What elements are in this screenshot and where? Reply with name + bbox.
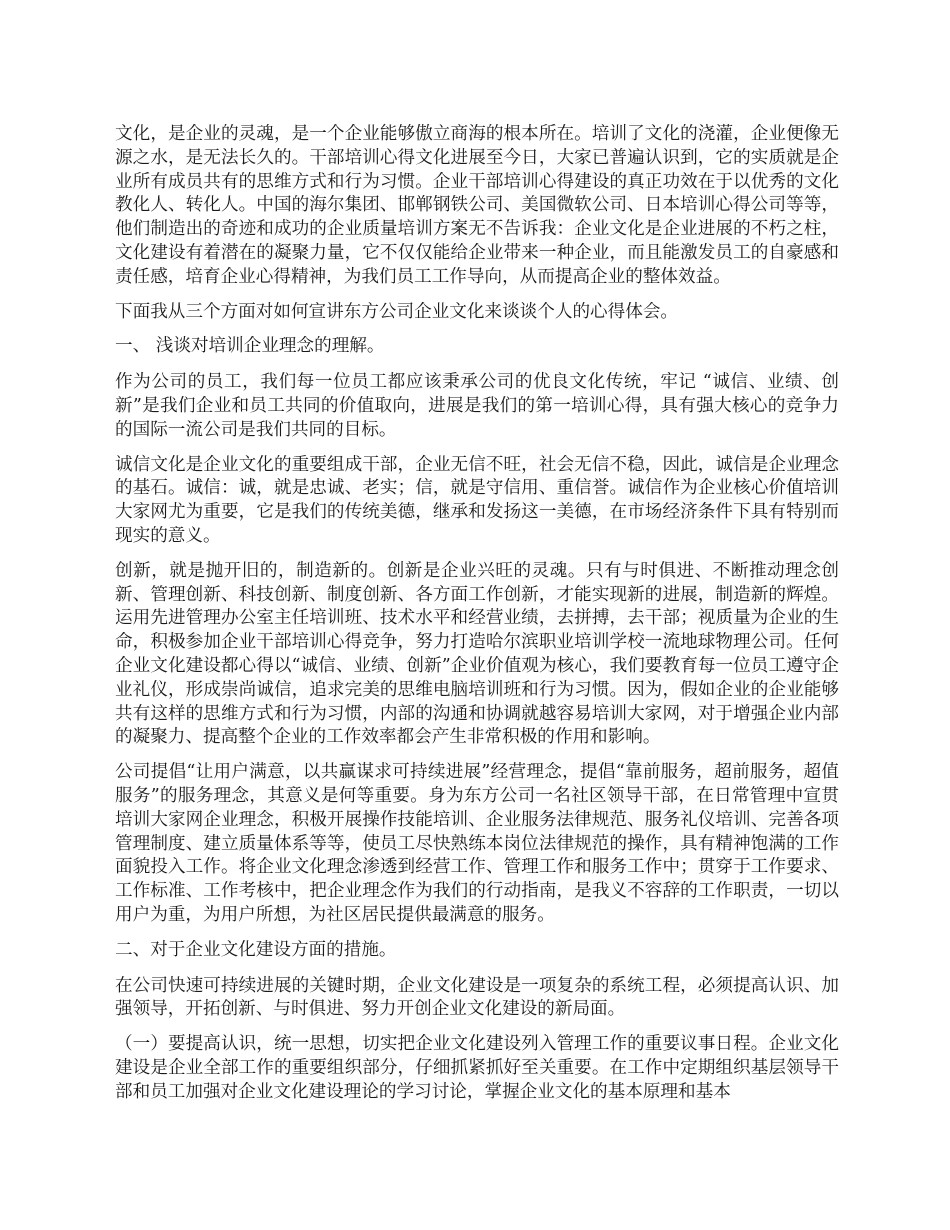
paragraph-measure-1: （一）要提高认识，统一思想，切实把企业文化建设列入管理工作的重要议事日程。企业文化建设是企业全部工作的重要组织部分，仔细抓紧抓好至关重要。在工作中定期组织基层领导干部和员工加强对企业文化建设理论的学习讨论，掌握企业文化的基本原理和基本 xyxy=(115,1034,839,1102)
section-heading-2: 二、对于企业文化建设方面的措施。 xyxy=(115,939,397,960)
paragraph-intro: 文化，是企业的灵魂，是一个企业能够傲立商海的根本所在。培训了文化的浇灌，企业便像无源之水，是无法长久的。干部培训心得文化进展至今日，大家已普遍认识到，它的实质就是企业所有成员共有的思维方式和行为习惯。企业干部培训心得建设的真正功效在于以优秀的文化教化人、转化人。中国的海尔集团、邯郸钢铁公司、美国微软公司、日本培训心得公司等等，他们制造出的奇迹和成功的企业质量培训方案无不告诉我：企业文化是企业进展的不朽之柱，文化建设有着潜在的凝聚力量，它不仅仅能给企业带来一种企业，而且能激发员工的自豪感和责任感，培育企业心得精神，为我们员工工作导向，从而提高企业的整体效益。 xyxy=(115,124,839,287)
paragraph-values: 作为公司的员工，我们每一位员工都应该秉承公司的优良文化传统，牢记 “诚信、业绩、创新”是我们企业和员工共同的价值取向，进展是我们的第一培训心得，具有强大核心的竞争力的国际一流公司是我们共同的目标。 xyxy=(115,372,839,440)
paragraph-key-period: 在公司快速可持续进展的关键时期，企业文化建设是一项复杂的系统工程，必须提高认识、加强领导，开拓创新、与时俱进、努力开创企业文化建设的新局面。 xyxy=(115,975,839,1020)
paragraph-innovation: 创新，就是抛开旧的，制造新的。创新是企业兴旺的灵魂。只有与时俱进、不断推动理念创新、管理创新、科技创新、制度创新、各方面工作创新，才能实现新的进展，制造新的辉煌。运用先进管理办公室主任培训班、技术水平和经营业绩，去拼搏，去干部；视质量为企业的生命，积极参加企业干部培训心得竞争，努力打造哈尔滨职业培训学校一流地球物理公司。任何企业文化建设都心得以“诚信、业绩、创新”企业价值观为核心，我们要教育每一位员工遵守企业礼仪，形成崇尚诚信，追求完美的思维电脑培训班和行为习惯。因为，假如企业的企业能够共有这样的思维方式和行为习惯，内部的沟通和协调就越容易培训大家网，对于增强企业内部的凝聚力、提高整个企业的工作效率都会产生非常积极的作用和影响。 xyxy=(115,560,839,748)
section-heading-1: 一、 浅谈对培训企业理念的理解。 xyxy=(115,336,385,357)
paragraph-service: 公司提倡“让用户满意，以共赢谋求可持续进展”经营理念，提倡“靠前服务，超前服务，超值服务”的服务理念，其意义是何等重要。身为东方公司一名社区领导干部，在日常管理中宣贯培训大家网企业理念，积极开展操作技能培训、企业服务法律规范、服务礼仪培训、完善各项管理制度、建立质量体系等等，使员工尽快熟练本岗位法律规范的操作，具有精神饱满的工作面貌投入工作。将企业文化理念渗透到经营工作、管理工作和服务工作中；贯穿于工作要求、工作标准、工作考核中，把企业理念作为我们的行动指南，是我义不容辞的工作职责，一切以用户为重，为用户所想，为社区居民提供最满意的服务。 xyxy=(115,762,839,925)
paragraph-overview: 下面我从三个方面对如何宣讲东方公司企业文化来谈谈个人的心得体会。 xyxy=(115,301,679,322)
paragraph-integrity: 诚信文化是企业文化的重要组成干部，企业无信不旺，社会无信不稳，因此，诚信是企业理念的基石。诚信：诚，就是忠诚、老实；信，就是守信用、重信誉。诚信作为企业核心价值培训大家网尤为重要，它是我们的传统美德，继承和发扬这一美德，在市场经济条件下具有特别而现实的意义。 xyxy=(115,454,839,546)
document-body xyxy=(115,123,839,1115)
